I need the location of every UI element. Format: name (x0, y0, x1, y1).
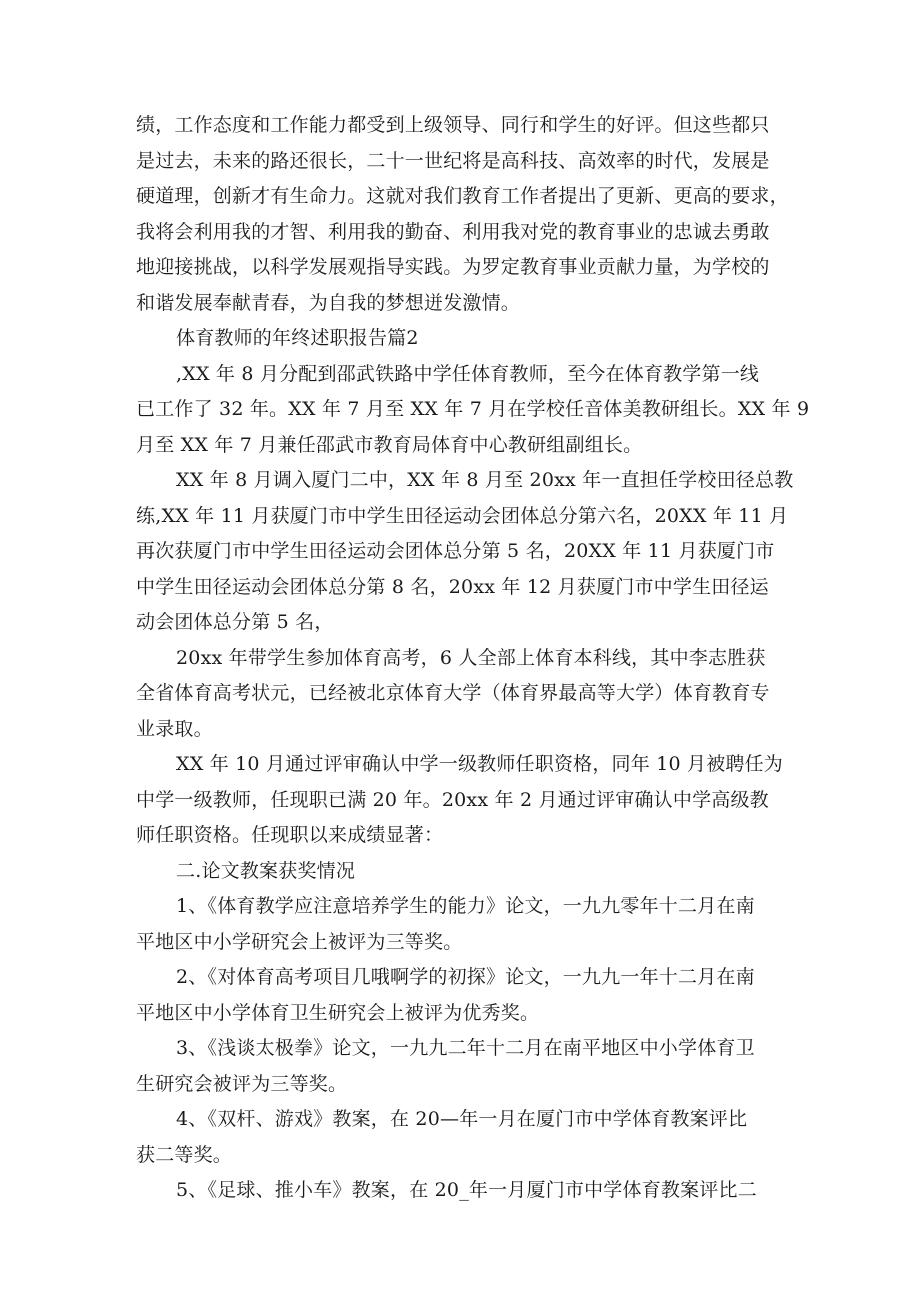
text-line: 生研究会被评为三等奖。 (136, 1073, 348, 1095)
section-heading: 二.论文教案获奖情况 (176, 860, 356, 882)
text-line: 练,XX 年 11 月获厦门市中学生田径运动会团体总分第六名，20XX 年 11 月 (136, 505, 789, 527)
text-line: 绩，工作态度和工作能力都受到上级领导、同行和学生的好评。但这些都只 (136, 114, 770, 136)
text-line: ,XX 年 8 月分配到邵武铁路中学任体育教师，至今在体育教学第一线 (176, 363, 760, 385)
text-line: 中学一级教师，任现职已满 20 年。20xx 年 2 月通过评审确认中学高级教 (136, 789, 769, 811)
text-line: 1、《体育教学应注意培养学生的能力》论文，一九九零年十二月在南 (176, 895, 755, 917)
text-line: 4、《双杆、游戏》教案，在 20—年一月在厦门市中学体育教案评比 (176, 1108, 748, 1130)
text-line: 再次获厦门市中学生田径运动会团体总分第 5 名，20XX 年 11 月获厦门市 (136, 540, 775, 562)
text-line: 已工作了 32 年。XX 年 7 月至 XX 年 7 月在学校任音体美教研组长。XX 年 9 (136, 398, 810, 420)
text-line: 我将会利用我的才智、利用我的勤奋、利用我对党的教育事业的忠诚去勇敢 (136, 221, 770, 243)
text-line: 业录取。 (136, 718, 213, 740)
text-line: 硬道理，创新才有生命力。这就对我们教育工作者提出了更新、更高的要求， (136, 185, 789, 207)
text-line: 师任职资格。任现职以来成绩显著： (136, 824, 444, 846)
text-line: 全省体育高考状元，已经被北京体育大学（体育界最高等大学）体育教育专 (136, 682, 770, 704)
text-line: 地迎接挑战，以科学发展观指导实践。为罗定教育事业贡献力量，为学校的 (136, 256, 770, 278)
text-line: 和谐发展奉献青春，为自我的梦想迸发激情。 (136, 292, 521, 314)
text-line: 3、《浅谈太极拳》论文，一九九二年十二月在南平地区中小学体育卫 (176, 1037, 755, 1059)
section-heading: 体育教师的年终述职报告篇2 (176, 327, 419, 349)
text-line: 平地区中小学体育卫生研究会上被评为优秀奖。 (136, 1002, 540, 1024)
text-line: XX 年 8 月调入厦门二中，XX 年 8 月至 20xx 年一直担任学校田径总教 (176, 469, 794, 491)
text-line: 平地区中小学研究会上被评为三等奖。 (136, 931, 463, 953)
text-line: 中学生田径运动会团体总分第 8 名，20xx 年 12 月获厦门市中学生田径运 (136, 576, 769, 598)
text-line: 是过去，未来的路还很长，二十一世纪将是高科技、高效率的时代，发展是 (136, 150, 770, 172)
text-line: 获二等奖。 (136, 1144, 233, 1166)
text-line: 5、《足球、推小车》教案，在 20_年一月厦门市中学体育教案评比二 (176, 1179, 757, 1201)
text-line: 月至 XX 年 7 月兼任邵武市教育局体育中心教研组副组长。 (136, 434, 643, 456)
text-line: 动会团体总分第 5 名， (136, 611, 334, 633)
text-line: 20xx 年带学生参加体育高考，6 人全部上体育本科线，其中李志胜获 (176, 647, 766, 669)
text-line: XX 年 10 月通过评审确认中学一级教师任职资格，同年 10 月被聘任为 (176, 753, 784, 775)
text-line: 2、《对体育高考项目几哦啊学的初探》论文，一九九一年十二月在南 (176, 966, 755, 988)
